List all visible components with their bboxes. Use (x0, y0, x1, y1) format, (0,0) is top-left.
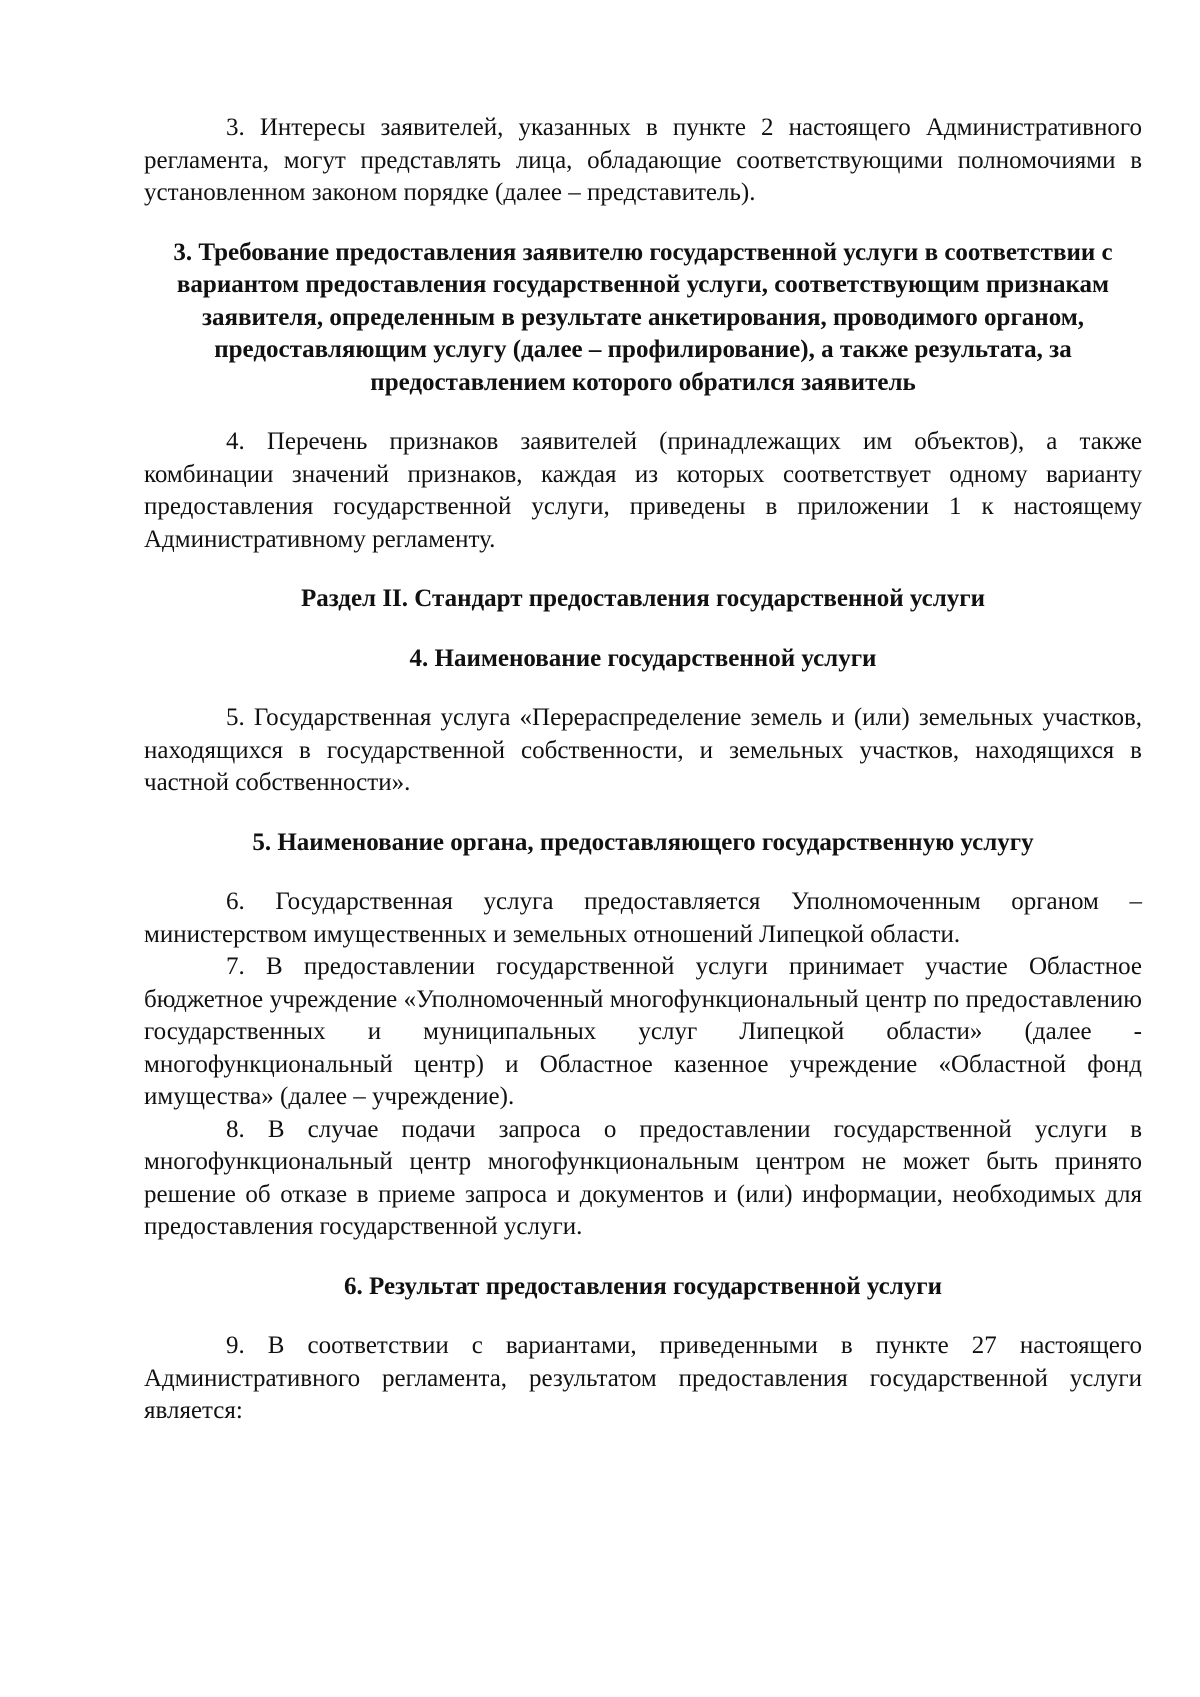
paragraph-item-9: 9. В соответствии с вариантами, приведенными в пункте 27 настоящего Административного регламента, результатом предоставления государственной услуги является: (144, 1332, 1142, 1424)
document-body (144, 112, 1142, 1428)
paragraph-item-6: 6. Государственная услуга предоставляется Уполномоченным органом – министерством имущественных и земельных отношений Липецкой области. (144, 888, 1142, 948)
paragraph-item-4: 4. Перечень признаков заявителей (принадлежащих им объектов), а также комбинации значений признаков, каждая из которых соответствует одному варианту предоставления государственной услуги, приведены в приложении 1 к настоящему Административному регламенту. (144, 428, 1142, 553)
heading-section-3: 3. Требование предоставления заявителю государственной услуги в соответствии с вариантом предоставления государственной услуги, соответствующим признакам заявителя, определенным в результате анкетирования, проводимого органом, предоставляющим услугу (далее – профилирование), а также результата, за предоставлением которого обратился заявитель (173, 238, 1113, 396)
heading-section-6: 6. Результат предоставления государственной услуги (344, 1272, 942, 1300)
heading-part-2: Раздел II. Стандарт предоставления государственной услуги (300, 585, 986, 612)
paragraph-item-8: 8. В случае подачи запроса о предоставлении государственной услуги в многофункциональный центр многофункциональным центром не может быть принято решение об отказе в приеме запроса и документов и (или) информации, необходимых для предоставления государственной услуги. (144, 1115, 1142, 1240)
heading-section-5: 5. Наименование органа, предоставляющего государственную услугу (252, 828, 1034, 856)
paragraph-item-3: 3. Интересы заявителей, указанных в пункте 2 настоящего Административного регламента, могут представлять лица, обладающие соответствующими полномочиями в установленном законом порядке (далее – представитель). (144, 114, 1142, 206)
paragraph-item-5: 5. Государственная услуга «Перераспределение земель и (или) земельных участков, находящихся в государственной собственности, и земельных участков, находящихся в частной собственности». (144, 704, 1142, 796)
paragraph-item-7: 7. В предоставлении государственной услуги принимает участие Областное бюджетное учреждение «Уполномоченный многофункциональный центр по предоставлению государственных и муниципальных услуг Липецкой области» (далее - многофункциональный центр) и Областное казенное учреждение «Областной фонд имущества» (далее – учреждение). (144, 953, 1142, 1110)
heading-section-4: 4. Наименование государственной услуги (409, 644, 877, 672)
